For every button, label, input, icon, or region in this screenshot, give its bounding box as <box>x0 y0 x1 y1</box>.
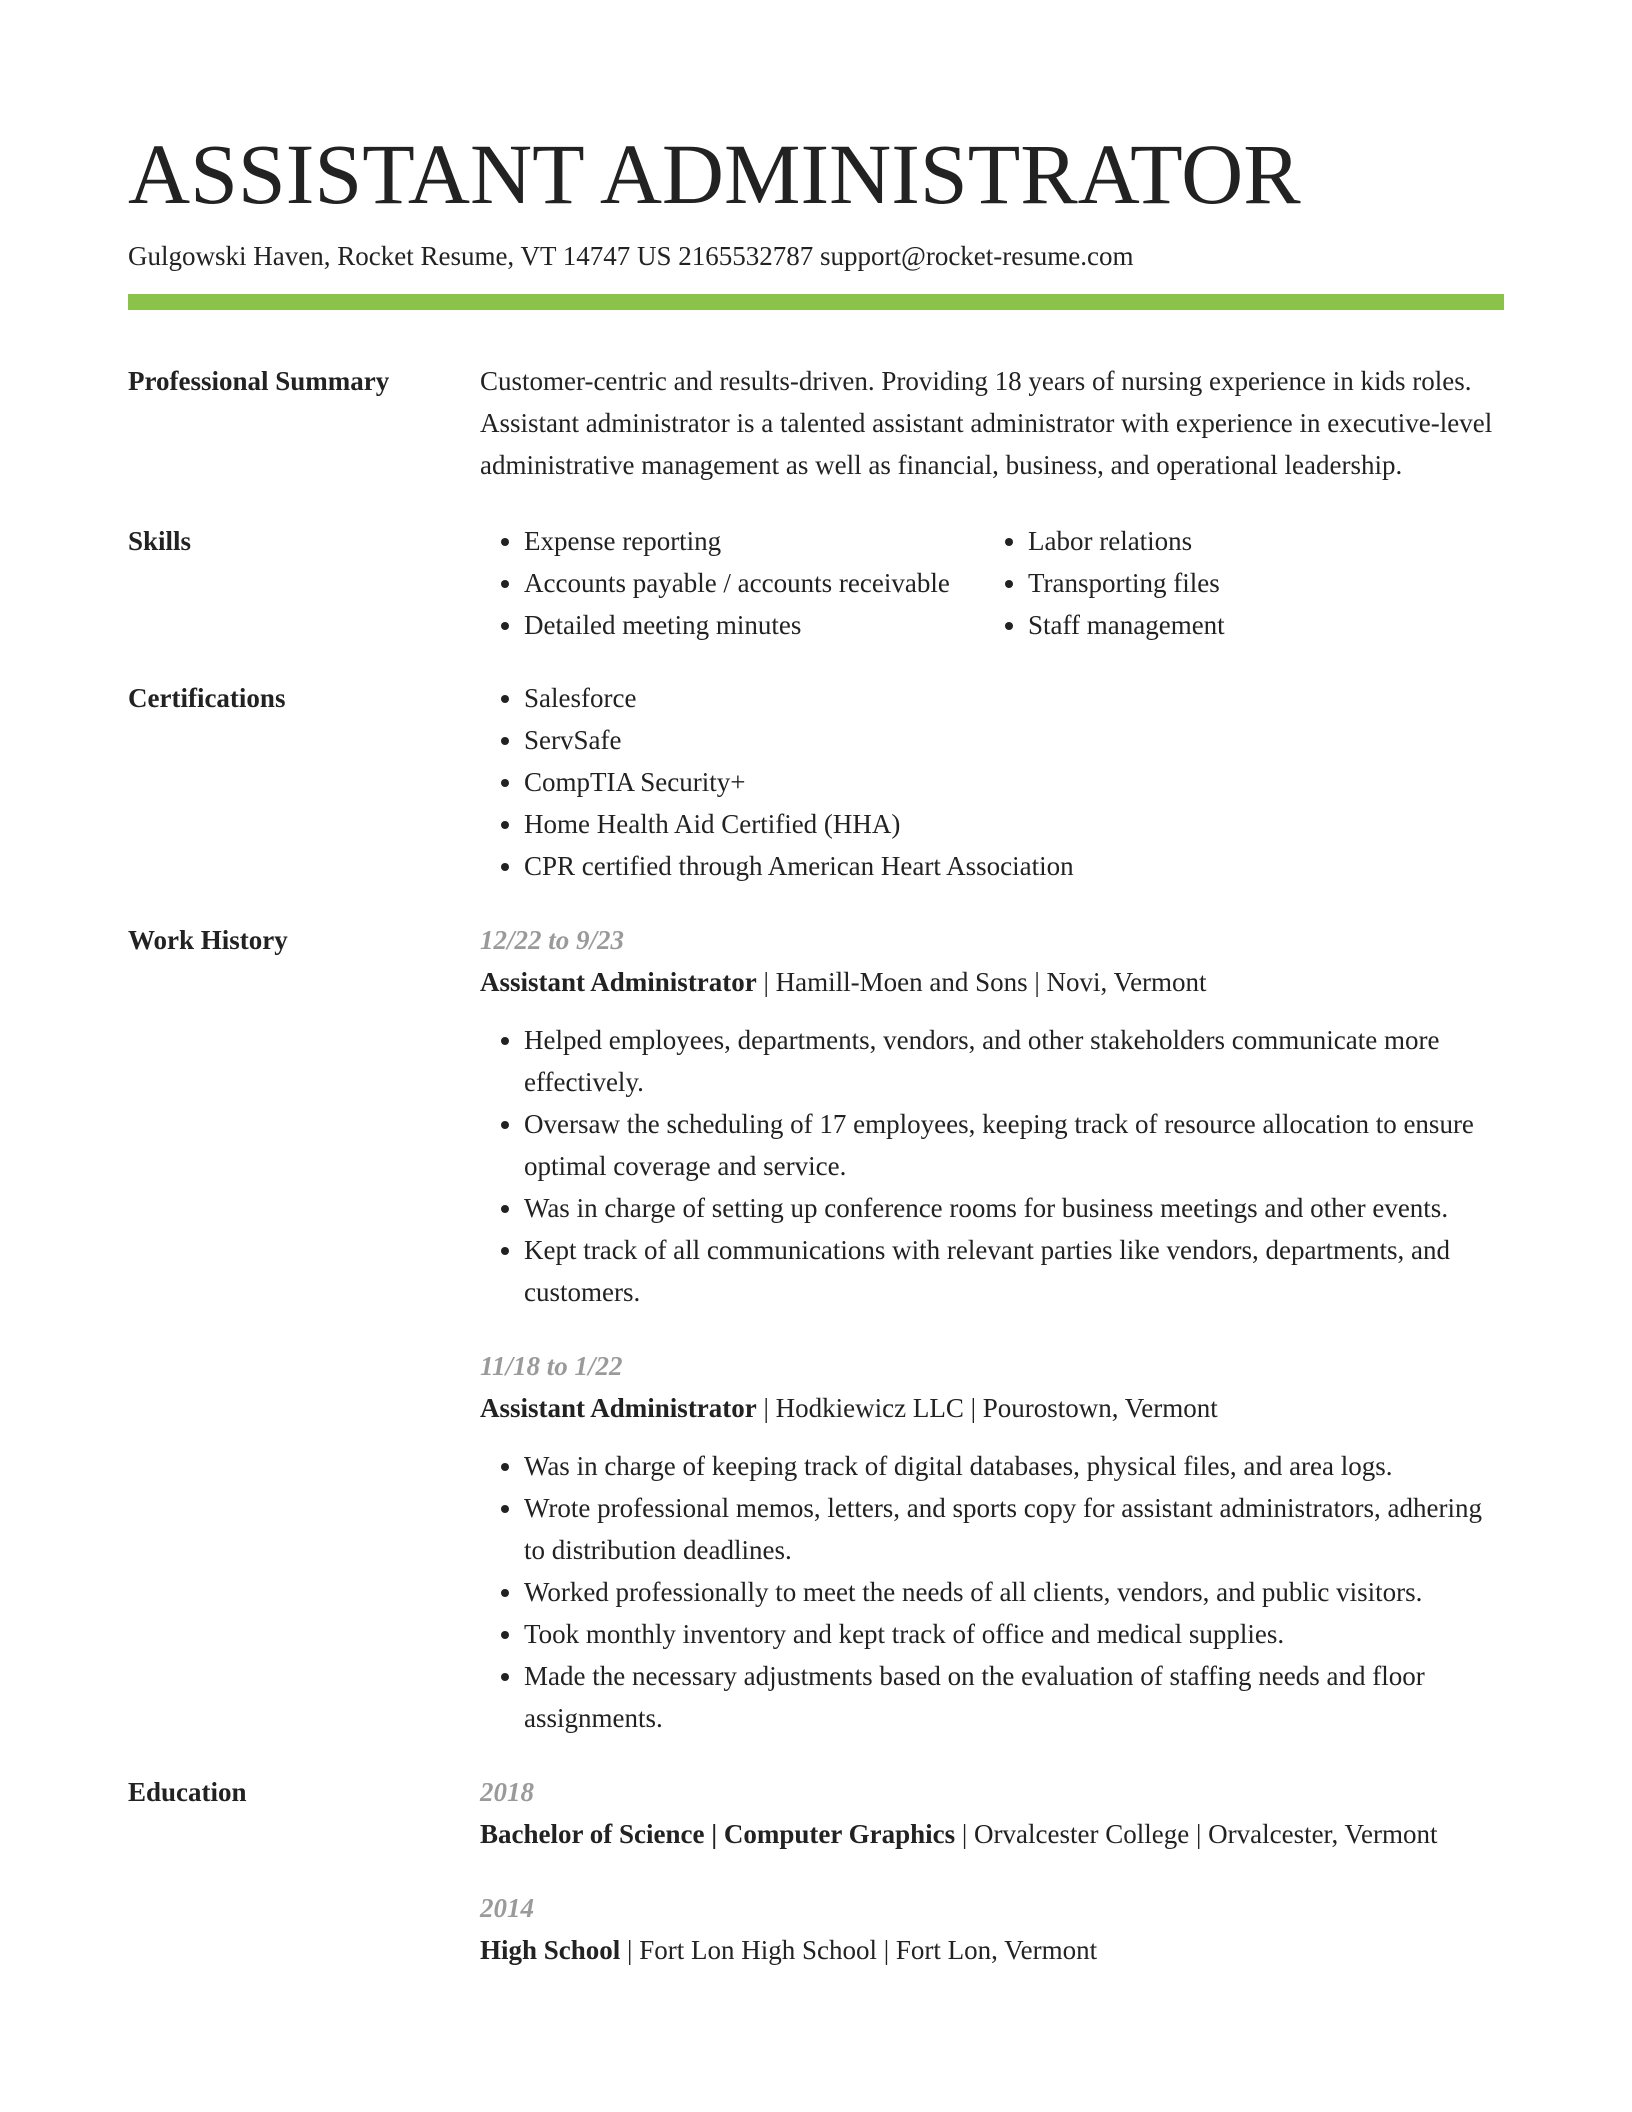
header-divider <box>128 294 1504 310</box>
skill-item: • Transporting files <box>1028 562 1225 604</box>
job-bullet: • Was in charge of keeping track of digital databases, physical files, and area logs. <box>524 1445 1504 1487</box>
education-entry <box>480 1887 1504 1971</box>
education-heading-line <box>480 1813 1504 1855</box>
job-bullet: • Kept track of all communications with relevant parties like vendors, departments, and customers. <box>524 1229 1504 1313</box>
certifications-body <box>480 677 1504 887</box>
job-heading <box>480 1387 1504 1429</box>
certification-item: • Home Health Aid Certified (HHA) <box>524 803 1504 845</box>
work-history-body <box>480 919 1504 1739</box>
certification-item: • ServSafe <box>524 719 1504 761</box>
job-details: | Hamill-Moen and Sons | Novi, Vermont <box>756 967 1207 997</box>
education-year: 2018 <box>480 1777 534 1807</box>
certification-item: • CompTIA Security+ <box>524 761 1504 803</box>
education-details: | Fort Lon High School | Fort Lon, Vermont <box>620 1935 1098 1965</box>
job-bullets <box>480 1019 1504 1313</box>
summary-section <box>128 360 1504 486</box>
work-history-heading: Work History <box>128 925 288 955</box>
certification-item: • Salesforce <box>524 677 1504 719</box>
job-bullet: • Worked professionally to meet the needs of all clients, vendors, and public visitors. <box>524 1571 1504 1613</box>
skills-list <box>480 520 1504 646</box>
job-bullet: • Was in charge of setting up conference rooms for business meetings and other events. <box>524 1187 1504 1229</box>
certifications-section <box>128 677 1504 887</box>
job-entry <box>480 1345 1504 1739</box>
job-title: Assistant Administrator <box>480 967 757 997</box>
education-degree: Bachelor of Science | Computer Graphics <box>480 1819 956 1849</box>
work-history-section <box>128 919 1504 1739</box>
education-entry <box>480 1771 1504 1855</box>
job-bullet: • Took monthly inventory and kept track of office and medical supplies. <box>524 1613 1504 1655</box>
education-heading-line <box>480 1929 1504 1971</box>
education-year: 2014 <box>480 1893 534 1923</box>
resume-title: ASSISTANT ADMINISTRATOR <box>128 126 1301 222</box>
resume-page <box>128 0 1504 1971</box>
education-body <box>480 1771 1504 1971</box>
certifications-list <box>480 677 1504 887</box>
job-dates: 12/22 to 9/23 <box>480 925 625 955</box>
job-title: Assistant Administrator <box>480 1393 757 1423</box>
skills-section <box>128 520 1504 646</box>
job-bullet: • Helped employees, departments, vendors, and other stakeholders communicate more effectively. <box>524 1019 1504 1103</box>
education-degree: High School <box>480 1935 621 1965</box>
job-bullet: • Wrote professional memos, letters, and sports copy for assistant administrators, adhering to distribution deadlines. <box>524 1487 1504 1571</box>
job-heading <box>480 961 1504 1003</box>
skill-item: • Staff management <box>1028 604 1225 646</box>
education-section <box>128 1771 1504 1971</box>
job-bullet: • Made the necessary adjustments based on the evaluation of staffing needs and floor assignments. <box>524 1655 1504 1739</box>
summary-text: Customer-centric and results-driven. Providing 18 years of nursing experience in kids roles. Assistant administrator is a talented assistant administrator with experience in executive-level administrative management as well as financial, business, and operational leadership. <box>480 366 1493 480</box>
education-heading: Education <box>128 1777 247 1807</box>
certification-item: • CPR certified through American Heart Association <box>524 845 1504 887</box>
job-dates: 11/18 to 1/22 <box>480 1351 623 1381</box>
skills-column-right <box>984 520 1225 646</box>
skill-item: • Expense reporting <box>524 520 984 562</box>
contact-line: Gulgowski Haven, Rocket Resume, VT 14747 US 2165532787 support@rocket-resume.com <box>128 241 1134 271</box>
job-details: | Hodkiewicz LLC | Pourostown, Vermont <box>756 1393 1218 1423</box>
education-details: | Orvalcester College | Orvalcester, Vermont <box>955 1819 1438 1849</box>
job-entry <box>480 919 1504 1313</box>
skill-item: • Labor relations <box>1028 520 1225 562</box>
skills-column-left <box>480 520 984 646</box>
skill-item: • Accounts payable / accounts receivable <box>524 562 984 604</box>
skill-item: • Detailed meeting minutes <box>524 604 984 646</box>
certifications-heading: Certifications <box>128 683 286 713</box>
summary-heading: Professional Summary <box>128 366 390 396</box>
skills-heading: Skills <box>128 526 192 556</box>
job-bullets <box>480 1445 1504 1739</box>
job-bullet: • Oversaw the scheduling of 17 employees, keeping track of resource allocation to ensure optimal coverage and service. <box>524 1103 1504 1187</box>
